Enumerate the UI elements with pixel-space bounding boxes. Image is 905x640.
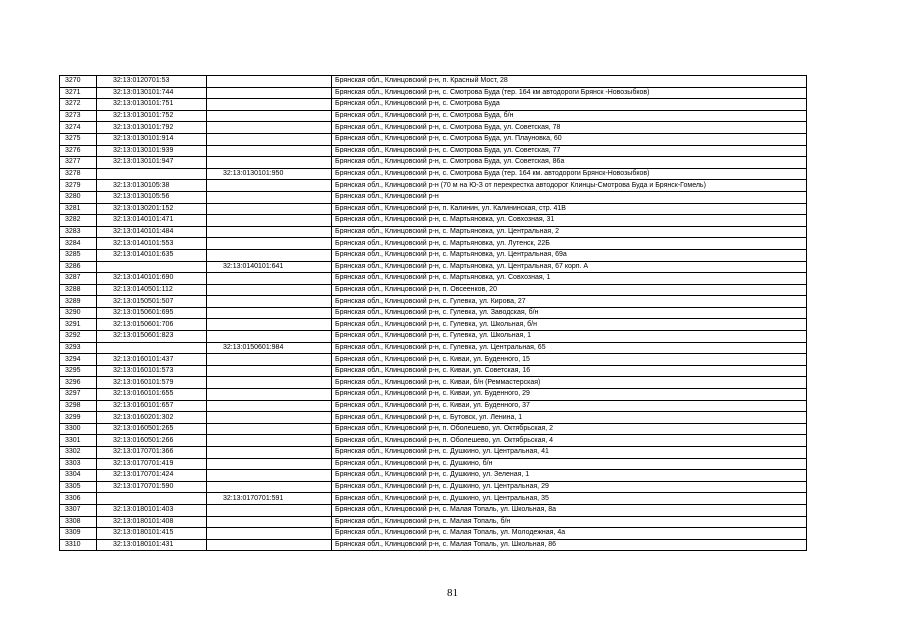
cadastral-number-cell: 32:13:0140101:484 [97, 226, 207, 238]
cadastral-number-cell: 32:13:0170701:419 [97, 458, 207, 470]
address-cell: Брянская обл., Клинцовский р-н, с. Мартьяновка, ул. Совхозная, 31 [332, 215, 807, 227]
table-row [60, 133, 807, 145]
registry-table-body [60, 76, 807, 551]
table-row [60, 435, 807, 447]
cadastral-number-alt-cell [207, 203, 332, 215]
table-row [60, 400, 807, 412]
address-cell: Брянская обл., Клинцовский р-н, с. Киваи, ул. Советская, 16 [332, 365, 807, 377]
cadastral-number-cell: 32:13:0170701:366 [97, 447, 207, 459]
cadastral-number-alt-cell [207, 528, 332, 540]
table-row [60, 122, 807, 134]
address-cell: Брянская обл., Клинцовский р-н, с. Киваи, ул. Буденного, 15 [332, 354, 807, 366]
row-number-cell: 3284 [60, 238, 97, 250]
cadastral-number-cell: 32:13:0170701:424 [97, 470, 207, 482]
cadastral-number-cell: 32:13:0180101:431 [97, 539, 207, 551]
address-cell: Брянская обл., Клинцовский р-н, с. Мартьяновка, ул. Центральная, 2 [332, 226, 807, 238]
cadastral-number-alt-cell [207, 331, 332, 343]
row-number-cell: 3278 [60, 168, 97, 180]
cadastral-number-alt-cell [207, 435, 332, 447]
address-cell: Брянская обл., Клинцовский р-н, с. Гулевка, ул. Школьная, б/н [332, 319, 807, 331]
address-cell: Брянская обл., Клинцовский р-н, с. Бутовск, ул. Ленина, 1 [332, 412, 807, 424]
table-row [60, 470, 807, 482]
table-row [60, 539, 807, 551]
row-number-cell: 3283 [60, 226, 97, 238]
cadastral-number-cell: 32:13:0150601:695 [97, 307, 207, 319]
address-cell: Брянская обл., Клинцовский р-н, с. Смотрова Буда (тер. 164 км. автодороги Брянск-Новозыбков) [332, 168, 807, 180]
cadastral-number-alt-cell [207, 191, 332, 203]
address-cell: Брянская обл., Клинцовский р-н, с. Смотрова Буда, ул. Советская, 77 [332, 145, 807, 157]
cadastral-number-cell: 32:13:0130101:744 [97, 87, 207, 99]
cadastral-number-cell: 32:13:0130101:914 [97, 133, 207, 145]
row-number-cell: 3294 [60, 354, 97, 366]
cadastral-number-cell: 32:13:0160101:657 [97, 400, 207, 412]
table-row [60, 331, 807, 343]
table-row [60, 157, 807, 169]
address-cell: Брянская обл., Клинцовский р-н, п. Оболешево, ул. Октябрьская, 4 [332, 435, 807, 447]
cadastral-number-alt-cell: 32:13:0130101:950 [207, 168, 332, 180]
row-number-cell: 3293 [60, 342, 97, 354]
cadastral-number-alt-cell [207, 470, 332, 482]
address-cell: Брянская обл., Клинцовский р-н, с. Душкино, ул. Зеленая, 1 [332, 470, 807, 482]
table-row [60, 284, 807, 296]
cadastral-number-cell: 32:13:0130201:152 [97, 203, 207, 215]
cadastral-number-cell: 32:13:0160101:579 [97, 377, 207, 389]
address-cell: Брянская обл., Клинцовский р-н, с. Гулевка, ул. Заводская, б/н [332, 307, 807, 319]
address-cell: Брянская обл., Клинцовский р-н (70 м на Ю-З от перекрестка автодорог Клинцы-Смотрова Буда и Брянск-Гомель) [332, 180, 807, 192]
row-number-cell: 3280 [60, 191, 97, 203]
cadastral-number-cell [97, 493, 207, 505]
table-row [60, 493, 807, 505]
cadastral-number-alt-cell [207, 122, 332, 134]
row-number-cell: 3279 [60, 180, 97, 192]
table-row [60, 296, 807, 308]
cadastral-number-cell [97, 261, 207, 273]
cadastral-number-cell: 32:13:0160501:266 [97, 435, 207, 447]
table-row [60, 249, 807, 261]
cadastral-number-cell: 32:13:0120701:53 [97, 76, 207, 88]
cadastral-number-alt-cell [207, 539, 332, 551]
row-number-cell: 3300 [60, 423, 97, 435]
page-number: 81 [447, 587, 458, 599]
cadastral-number-cell: 32:13:0130101:939 [97, 145, 207, 157]
table-row [60, 191, 807, 203]
row-number-cell: 3270 [60, 76, 97, 88]
row-number-cell: 3285 [60, 249, 97, 261]
cadastral-number-alt-cell [207, 87, 332, 99]
table-row [60, 273, 807, 285]
cadastral-number-alt-cell [207, 99, 332, 111]
cadastral-number-alt-cell: 32:13:0140101:641 [207, 261, 332, 273]
cadastral-number-alt-cell [207, 238, 332, 250]
row-number-cell: 3304 [60, 470, 97, 482]
table-row [60, 412, 807, 424]
table-row [60, 365, 807, 377]
address-cell: Брянская обл., Клинцовский р-н, с. Гулевка, ул. Центральная, 65 [332, 342, 807, 354]
row-number-cell: 3282 [60, 215, 97, 227]
address-cell: Брянская обл., Клинцовский р-н, п. Оболешево, ул. Октябрьская, 2 [332, 423, 807, 435]
row-number-cell: 3308 [60, 516, 97, 528]
table-row [60, 389, 807, 401]
cadastral-number-alt-cell [207, 157, 332, 169]
row-number-cell: 3273 [60, 110, 97, 122]
row-number-cell: 3301 [60, 435, 97, 447]
address-cell: Брянская обл., Клинцовский р-н, с. Киваи, ул. Буденного, 29 [332, 389, 807, 401]
row-number-cell: 3291 [60, 319, 97, 331]
address-cell: Брянская обл., Клинцовский р-н, с. Мартьяновка, ул. Совхозная, 1 [332, 273, 807, 285]
table-row [60, 215, 807, 227]
table-row [60, 307, 807, 319]
address-cell: Брянская обл., Клинцовский р-н, с. Малая Топаль, б/н [332, 516, 807, 528]
cadastral-number-cell: 32:13:0140501:112 [97, 284, 207, 296]
table-row [60, 87, 807, 99]
table-row [60, 110, 807, 122]
cadastral-number-alt-cell [207, 412, 332, 424]
table-row [60, 226, 807, 238]
cadastral-number-cell: 32:13:0180101:403 [97, 504, 207, 516]
cadastral-number-alt-cell [207, 133, 332, 145]
cadastral-number-cell: 32:13:0130101:752 [97, 110, 207, 122]
row-number-cell: 3272 [60, 99, 97, 111]
cadastral-number-alt-cell [207, 458, 332, 470]
row-number-cell: 3299 [60, 412, 97, 424]
cadastral-number-alt-cell [207, 226, 332, 238]
cadastral-number-alt-cell [207, 481, 332, 493]
cadastral-number-cell: 32:13:0170701:590 [97, 481, 207, 493]
cadastral-number-cell: 32:13:0130101:947 [97, 157, 207, 169]
table-row [60, 319, 807, 331]
address-cell: Брянская обл., Клинцовский р-н, с. Малая Топаль, ул. Школьная, 8а [332, 504, 807, 516]
cadastral-number-cell: 32:13:0130105:38 [97, 180, 207, 192]
cadastral-number-alt-cell [207, 516, 332, 528]
address-cell: Брянская обл., Клинцовский р-н, с. Смотрова Буда, ул. Советская, 78 [332, 122, 807, 134]
row-number-cell: 3286 [60, 261, 97, 273]
row-number-cell: 3289 [60, 296, 97, 308]
row-number-cell: 3295 [60, 365, 97, 377]
table-row [60, 504, 807, 516]
cadastral-number-alt-cell [207, 284, 332, 296]
table-row [60, 377, 807, 389]
cadastral-number-alt-cell [207, 273, 332, 285]
row-number-cell: 3305 [60, 481, 97, 493]
address-cell: Брянская обл., Клинцовский р-н, с. Мартьяновка, ул. Центральная, 69а [332, 249, 807, 261]
address-cell: Брянская обл., Клинцовский р-н, с. Гулевка, ул. Кирова, 27 [332, 296, 807, 308]
cadastral-number-cell [97, 342, 207, 354]
cadastral-number-cell: 32:13:0140101:635 [97, 249, 207, 261]
cadastral-number-cell: 32:13:0150601:823 [97, 331, 207, 343]
cadastral-number-cell: 32:13:0160201:302 [97, 412, 207, 424]
cadastral-number-cell: 32:13:0130101:751 [97, 99, 207, 111]
cadastral-number-alt-cell [207, 319, 332, 331]
row-number-cell: 3274 [60, 122, 97, 134]
cadastral-number-alt-cell [207, 76, 332, 88]
cadastral-number-alt-cell [207, 215, 332, 227]
cadastral-number-alt-cell [207, 249, 332, 261]
address-cell: Брянская обл., Клинцовский р-н, с. Душкино, б/н [332, 458, 807, 470]
row-number-cell: 3296 [60, 377, 97, 389]
table-row [60, 238, 807, 250]
address-cell: Брянская обл., Клинцовский р-н, с. Малая Топаль, ул. Школьная, 86 [332, 539, 807, 551]
cadastral-number-cell: 32:13:0150501:507 [97, 296, 207, 308]
cadastral-number-cell: 32:13:0140101:690 [97, 273, 207, 285]
table-row [60, 145, 807, 157]
address-cell: Брянская обл., Клинцовский р-н, с. Душкино, ул. Центральная, 35 [332, 493, 807, 505]
table-row [60, 342, 807, 354]
registry-table [59, 75, 807, 551]
cadastral-number-cell: 32:13:0150601:706 [97, 319, 207, 331]
row-number-cell: 3298 [60, 400, 97, 412]
cadastral-number-alt-cell [207, 365, 332, 377]
address-cell: Брянская обл., Клинцовский р-н, п. Овсеенков, 20 [332, 284, 807, 296]
row-number-cell: 3276 [60, 145, 97, 157]
cadastral-number-alt-cell [207, 307, 332, 319]
table-row [60, 180, 807, 192]
row-number-cell: 3302 [60, 447, 97, 459]
row-number-cell: 3292 [60, 331, 97, 343]
cadastral-number-alt-cell [207, 110, 332, 122]
address-cell: Брянская обл., Клинцовский р-н, с. Малая Топаль, ул. Молодежная, 4а [332, 528, 807, 540]
row-number-cell: 3287 [60, 273, 97, 285]
address-cell: Брянская обл., Клинцовский р-н, с. Киваи, ул. Буденного, 37 [332, 400, 807, 412]
cadastral-number-alt-cell: 32:13:0170701:591 [207, 493, 332, 505]
cadastral-number-cell: 32:13:0180101:408 [97, 516, 207, 528]
address-cell: Брянская обл., Клинцовский р-н, с. Киваи, б/н (Реммастерская) [332, 377, 807, 389]
cadastral-number-alt-cell [207, 389, 332, 401]
row-number-cell: 3288 [60, 284, 97, 296]
address-cell: Брянская обл., Клинцовский р-н [332, 191, 807, 203]
table-row [60, 99, 807, 111]
table-row [60, 447, 807, 459]
row-number-cell: 3297 [60, 389, 97, 401]
cadastral-number-cell: 32:13:0130105:56 [97, 191, 207, 203]
table-row [60, 354, 807, 366]
cadastral-number-alt-cell [207, 180, 332, 192]
cadastral-number-alt-cell [207, 296, 332, 308]
cadastral-number-alt-cell: 32:13:0150601:984 [207, 342, 332, 354]
address-cell: Брянская обл., Клинцовский р-н, с. Смотрова Буда, б/н [332, 110, 807, 122]
cadastral-number-alt-cell [207, 354, 332, 366]
address-cell: Брянская обл., Клинцовский р-н, с. Смотрова Буда, ул. Советская, 86а [332, 157, 807, 169]
cadastral-number-cell: 32:13:0180101:415 [97, 528, 207, 540]
cadastral-number-cell: 32:13:0160501:265 [97, 423, 207, 435]
cadastral-number-alt-cell [207, 423, 332, 435]
address-cell: Брянская обл., Клинцовский р-н, п. Калинин, ул. Калининская, стр. 41В [332, 203, 807, 215]
cadastral-number-cell: 32:13:0130101:792 [97, 122, 207, 134]
cadastral-number-alt-cell [207, 145, 332, 157]
cadastral-number-alt-cell [207, 377, 332, 389]
row-number-cell: 3277 [60, 157, 97, 169]
row-number-cell: 3281 [60, 203, 97, 215]
table-row [60, 516, 807, 528]
row-number-cell: 3290 [60, 307, 97, 319]
cadastral-number-cell: 32:13:0160101:437 [97, 354, 207, 366]
address-cell: Брянская обл., Клинцовский р-н, с. Мартьяновка, ул. Центральная, 67 корп. А [332, 261, 807, 273]
row-number-cell: 3307 [60, 504, 97, 516]
address-cell: Брянская обл., Клинцовский р-н, с. Смотрова Буда [332, 99, 807, 111]
table-row [60, 528, 807, 540]
row-number-cell: 3271 [60, 87, 97, 99]
cadastral-number-cell: 32:13:0160101:573 [97, 365, 207, 377]
table-row [60, 423, 807, 435]
cadastral-number-alt-cell [207, 447, 332, 459]
address-cell: Брянская обл., Клинцовский р-н, с. Смотрова Буда (тер. 164 км автодороги Брянск -Новозыбков) [332, 87, 807, 99]
address-cell: Брянская обл., Клинцовский р-н, с. Смотрова Буда, ул. Плауновка, 60 [332, 133, 807, 145]
address-cell: Брянская обл., Клинцовский р-н, п. Красный Мост, 28 [332, 76, 807, 88]
table-row [60, 76, 807, 88]
cadastral-number-cell: 32:13:0160101:655 [97, 389, 207, 401]
table-row [60, 458, 807, 470]
table-row [60, 481, 807, 493]
cadastral-number-alt-cell [207, 504, 332, 516]
address-cell: Брянская обл., Клинцовский р-н, с. Мартьяновка, ул. Лутенск, 22Б [332, 238, 807, 250]
row-number-cell: 3303 [60, 458, 97, 470]
address-cell: Брянская обл., Клинцовский р-н, с. Душкино, ул. Центральная, 29 [332, 481, 807, 493]
cadastral-number-alt-cell [207, 400, 332, 412]
table-row [60, 203, 807, 215]
row-number-cell: 3309 [60, 528, 97, 540]
cadastral-number-cell [97, 168, 207, 180]
address-cell: Брянская обл., Клинцовский р-н, с. Гулевка, ул. Школьная, 1 [332, 331, 807, 343]
table-row [60, 261, 807, 273]
row-number-cell: 3310 [60, 539, 97, 551]
address-cell: Брянская обл., Клинцовский р-н, с. Душкино, ул. Центральная, 41 [332, 447, 807, 459]
row-number-cell: 3306 [60, 493, 97, 505]
cadastral-number-cell: 32:13:0140101:471 [97, 215, 207, 227]
row-number-cell: 3275 [60, 133, 97, 145]
table-row [60, 168, 807, 180]
cadastral-number-cell: 32:13:0140101:553 [97, 238, 207, 250]
